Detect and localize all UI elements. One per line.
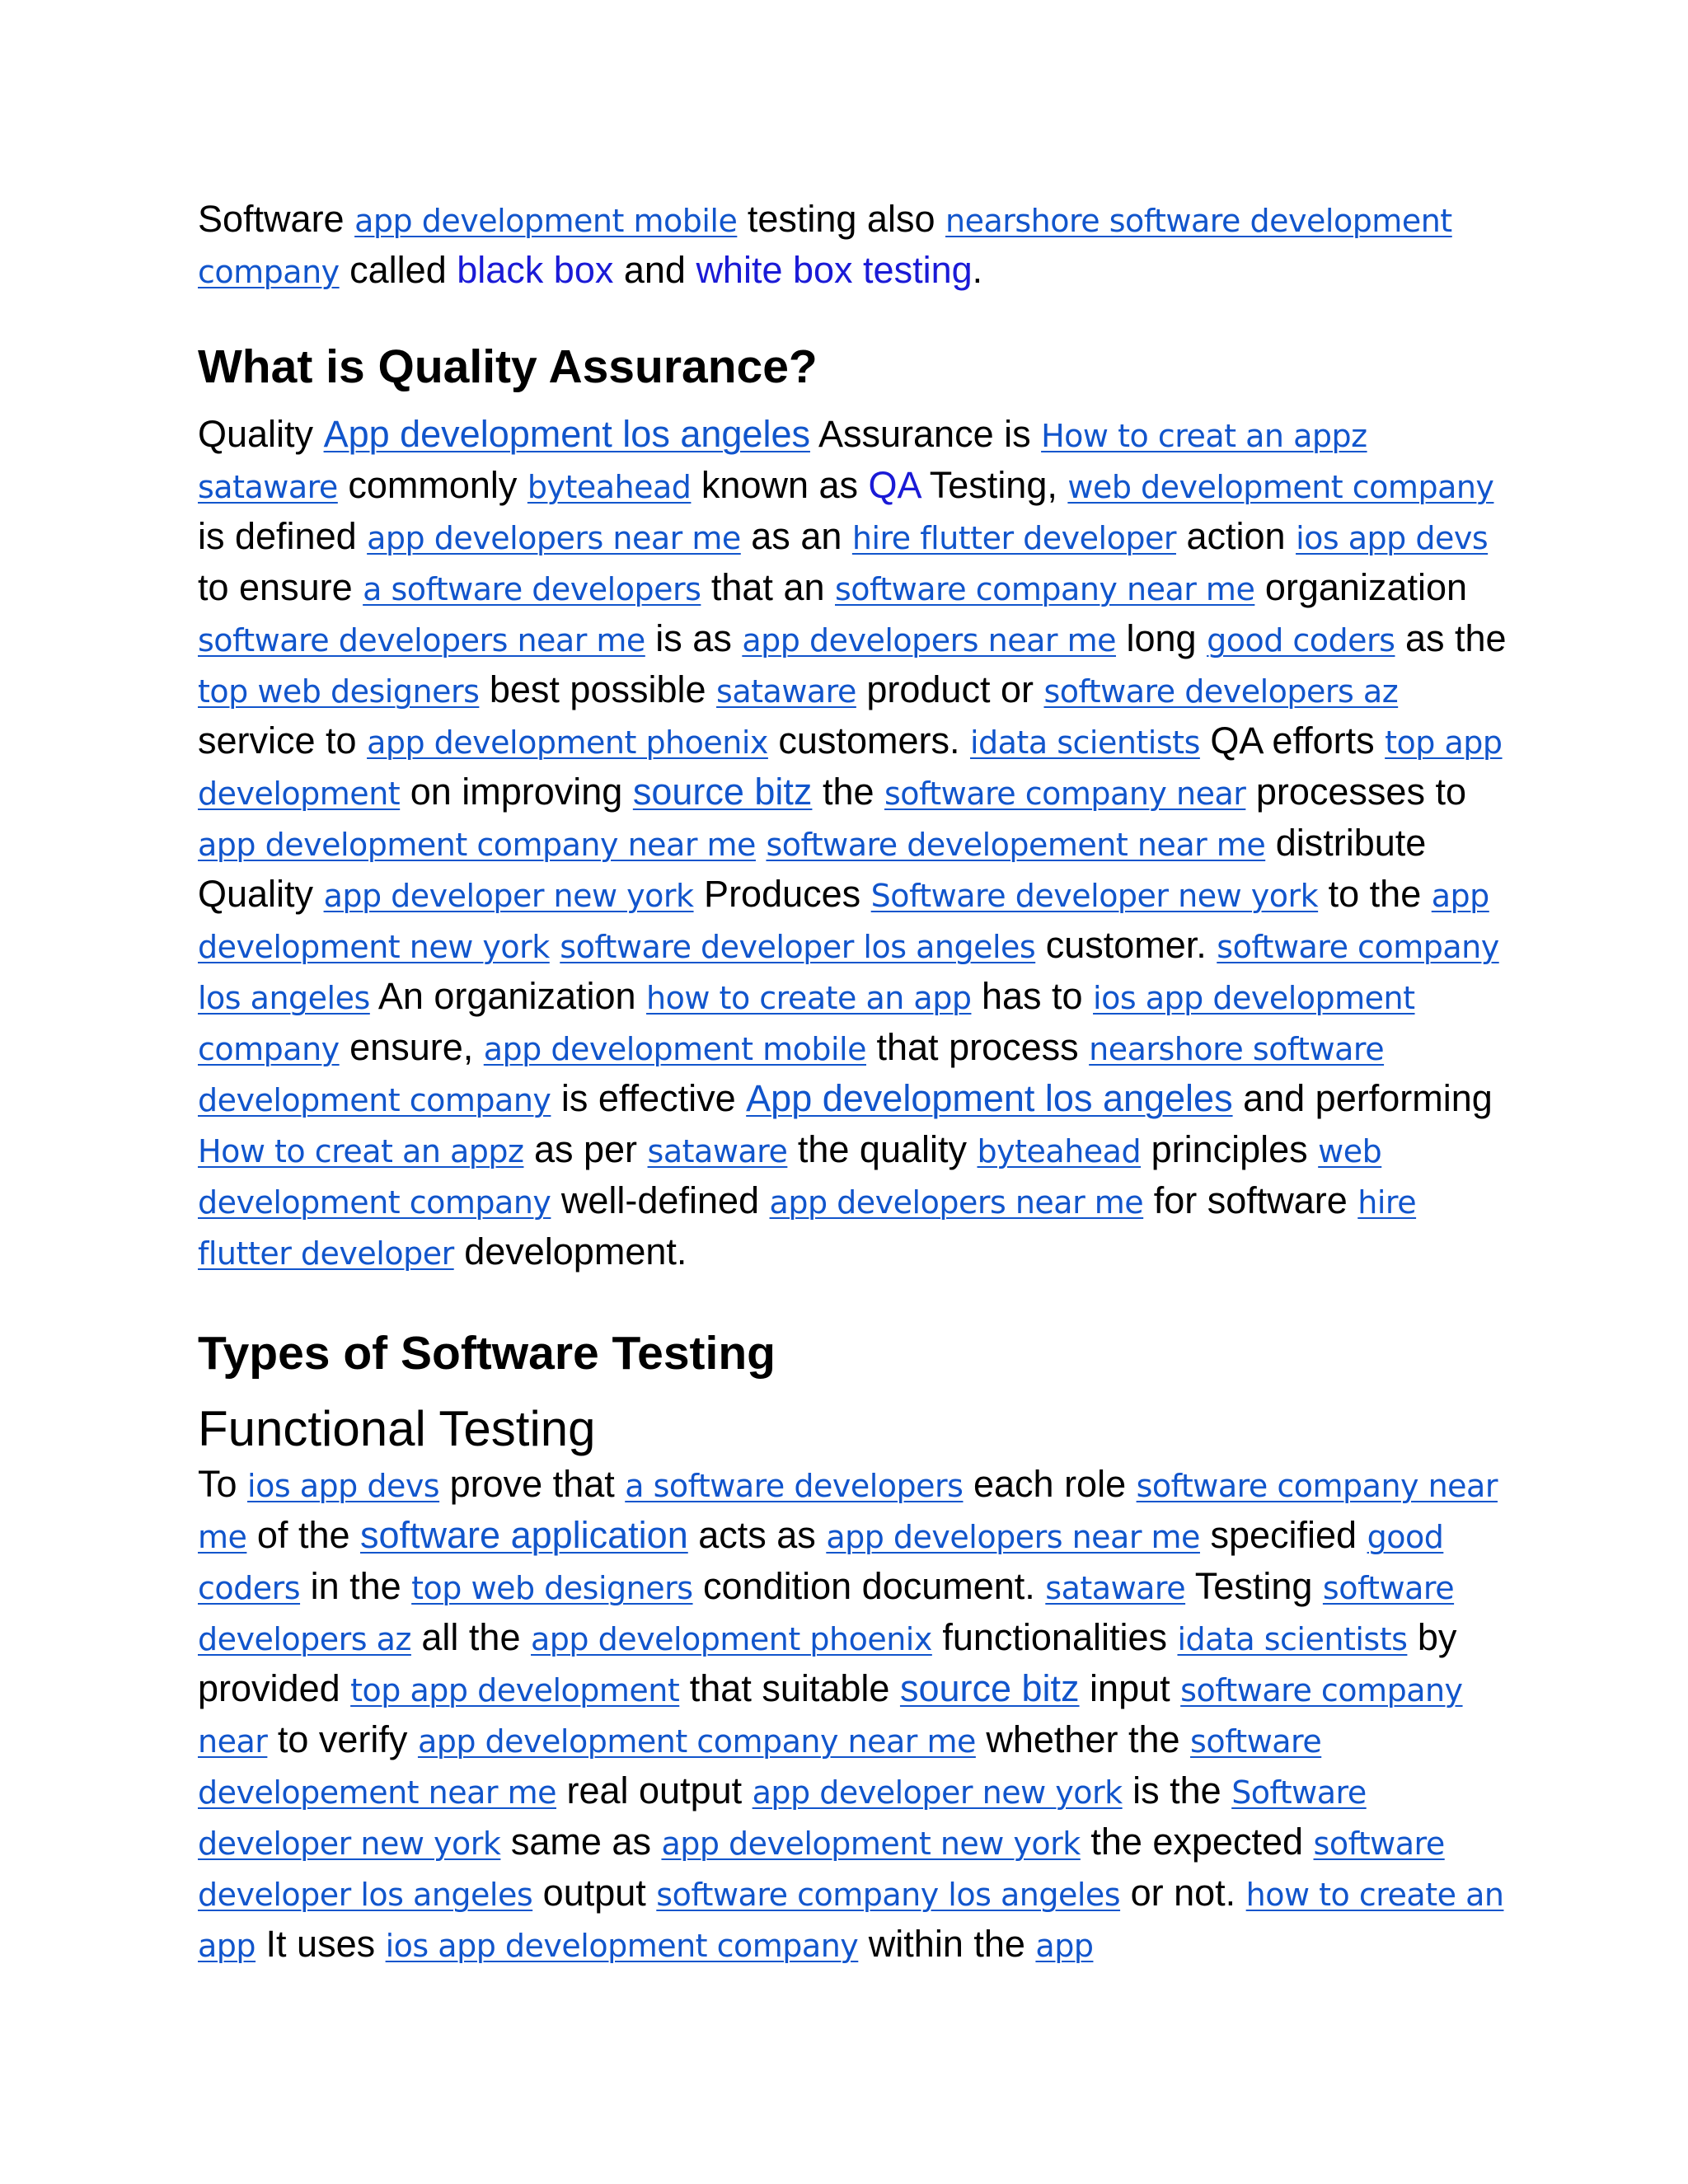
hyperlink[interactable]: software developers az bbox=[198, 1570, 1455, 1657]
text-run: same as bbox=[500, 1821, 662, 1863]
document-page bbox=[198, 194, 1508, 1971]
hyperlink[interactable]: App development los angeles bbox=[323, 413, 810, 455]
text-run: that an bbox=[701, 566, 835, 608]
hyperlink[interactable]: software developers near me bbox=[198, 622, 645, 658]
hyperlink[interactable]: app development new york bbox=[661, 1825, 1081, 1862]
hyperlink[interactable]: ios app development company bbox=[385, 1928, 859, 1964]
hyperlink[interactable]: app development company near me bbox=[417, 1723, 976, 1760]
hyperlink[interactable]: sataware bbox=[1045, 1570, 1186, 1606]
hyperlink[interactable]: ios app devs bbox=[247, 1468, 440, 1504]
text-run: known as bbox=[691, 464, 869, 506]
hyperlink[interactable]: top app development bbox=[198, 724, 1503, 812]
text-run: best possible bbox=[479, 668, 717, 710]
text-run: customer. bbox=[1035, 924, 1217, 966]
text-run: each role bbox=[963, 1463, 1137, 1505]
hyperlink[interactable]: app development new york bbox=[198, 878, 1489, 965]
hyperlink[interactable]: a software developers bbox=[625, 1468, 964, 1504]
text-run: specified bbox=[1199, 1514, 1367, 1556]
text-run: customers. bbox=[767, 719, 970, 762]
hyperlink[interactable]: app development phoenix bbox=[531, 1621, 932, 1657]
hyperlink[interactable]: software company near bbox=[884, 776, 1246, 812]
text-run: to verify bbox=[267, 1718, 418, 1760]
text-run: for software bbox=[1143, 1179, 1358, 1221]
text-run: . bbox=[972, 249, 983, 291]
hyperlink[interactable]: top app development bbox=[350, 1672, 680, 1708]
hyperlink[interactable]: app developer new york bbox=[752, 1774, 1123, 1811]
text-run: is the bbox=[1122, 1769, 1232, 1811]
text-run: acts as bbox=[687, 1514, 827, 1556]
text-run: in the bbox=[300, 1565, 412, 1607]
hyperlink[interactable]: software application bbox=[360, 1514, 688, 1556]
hyperlink[interactable]: top web designers bbox=[198, 673, 480, 710]
hyperlink[interactable]: software developer los angeles bbox=[560, 929, 1036, 965]
text-run: organization bbox=[1254, 566, 1468, 608]
hyperlink[interactable]: software developement near me bbox=[766, 827, 1266, 863]
text-run: that suitable bbox=[679, 1667, 900, 1709]
hyperlink[interactable]: sataware bbox=[647, 1133, 788, 1169]
text-run: It uses bbox=[256, 1923, 386, 1965]
hyperlink[interactable]: app development mobile bbox=[483, 1031, 866, 1067]
hyperlink[interactable]: software company los angeles bbox=[198, 929, 1499, 1016]
text-run: whether the bbox=[975, 1718, 1191, 1760]
functional-testing-paragraph bbox=[198, 1460, 1508, 1971]
hyperlink[interactable]: Software developer new york bbox=[870, 878, 1319, 914]
hyperlink[interactable]: app development company near me bbox=[198, 827, 756, 863]
text-run: or not. bbox=[1120, 1872, 1246, 1914]
text-run: Software bbox=[198, 198, 355, 240]
hyperlink[interactable]: software company near bbox=[198, 1672, 1463, 1760]
text-run: to the bbox=[1318, 873, 1432, 915]
hyperlink[interactable]: how to create an app bbox=[198, 1877, 1504, 1964]
text-run: by provided bbox=[198, 1616, 1457, 1709]
hyperlink[interactable]: web development company bbox=[198, 1133, 1382, 1221]
hyperlink[interactable]: how to create an app bbox=[646, 980, 972, 1016]
hyperlink[interactable]: How to creat an appz sataware bbox=[198, 418, 1367, 505]
software-testing-types-heading: Types of Software Testing bbox=[198, 1327, 776, 1380]
hyperlink[interactable]: How to creat an appz bbox=[198, 1133, 524, 1169]
hyperlink[interactable]: Software developer new york bbox=[198, 1774, 1367, 1862]
text-run: well-defined bbox=[551, 1179, 770, 1221]
hyperlink[interactable]: app development phoenix bbox=[367, 724, 768, 761]
hyperlink[interactable]: good coders bbox=[1207, 622, 1395, 658]
text-run: real output bbox=[556, 1769, 753, 1811]
hyperlink[interactable]: good coders bbox=[198, 1519, 1444, 1606]
highlighted-term: QA bbox=[868, 464, 921, 506]
text-run: Quality bbox=[198, 413, 324, 455]
text-run: is defined bbox=[198, 515, 368, 557]
text-run: to ensure bbox=[198, 566, 363, 608]
hyperlink[interactable]: web development company bbox=[1067, 469, 1494, 505]
hyperlink[interactable]: sataware bbox=[716, 673, 856, 710]
hyperlink[interactable]: app bbox=[1035, 1928, 1094, 1964]
hyperlink[interactable]: source bitz bbox=[632, 771, 813, 813]
text-run: Produces bbox=[693, 873, 871, 915]
hyperlink[interactable]: software company near me bbox=[835, 571, 1255, 607]
text-run: as an bbox=[740, 515, 852, 557]
hyperlink[interactable]: idata scientists bbox=[1177, 1621, 1408, 1657]
quality-assurance-paragraph bbox=[198, 410, 1508, 1278]
text-run: To bbox=[198, 1463, 248, 1505]
text-run: within the bbox=[858, 1923, 1036, 1965]
text-run: and performing bbox=[1232, 1077, 1493, 1119]
text-run: that process bbox=[866, 1026, 1090, 1068]
text-run: on improving bbox=[400, 771, 633, 813]
hyperlink[interactable]: idata scientists bbox=[969, 724, 1200, 761]
text-run: as the bbox=[1395, 617, 1507, 659]
text-run: development. bbox=[453, 1230, 687, 1272]
intro-paragraph bbox=[198, 194, 1508, 297]
hyperlink[interactable]: software company los angeles bbox=[656, 1877, 1121, 1913]
highlighted-term: black box bbox=[457, 249, 614, 291]
hyperlink[interactable]: app development mobile bbox=[354, 203, 738, 239]
text-run: principles bbox=[1141, 1128, 1319, 1170]
text-run: condition document. bbox=[692, 1565, 1046, 1607]
hyperlink[interactable]: nearshore software development company bbox=[198, 1031, 1385, 1118]
text-run: all the bbox=[410, 1616, 531, 1658]
hyperlink[interactable]: byteahead bbox=[977, 1133, 1142, 1169]
text-run: output bbox=[532, 1872, 657, 1914]
text-run: QA efforts bbox=[1199, 719, 1386, 762]
text-run: Testing bbox=[1185, 1565, 1323, 1607]
text-run: is effective bbox=[551, 1077, 747, 1119]
text-run: and bbox=[613, 249, 696, 291]
highlighted-term: white box testing bbox=[696, 249, 973, 291]
hyperlink[interactable]: app developers near me bbox=[367, 520, 741, 556]
hyperlink[interactable]: hire flutter developer bbox=[851, 520, 1176, 556]
hyperlink[interactable]: byteahead bbox=[527, 469, 692, 505]
hyperlink[interactable]: app developers near me bbox=[769, 1184, 1144, 1221]
text-run: as per bbox=[523, 1128, 648, 1170]
text-run: of the bbox=[246, 1514, 360, 1556]
text-run: Testing, bbox=[920, 464, 1068, 506]
hyperlink[interactable]: nearshore software development company bbox=[198, 203, 1452, 290]
hyperlink[interactable]: hire flutter developer bbox=[198, 1184, 1417, 1272]
text-run: commonly bbox=[337, 464, 528, 506]
hyperlink[interactable]: a software developers bbox=[363, 571, 701, 607]
hyperlink[interactable]: source bitz bbox=[899, 1667, 1080, 1709]
hyperlink[interactable]: app developers near me bbox=[826, 1519, 1200, 1555]
text-run: ensure, bbox=[339, 1026, 484, 1068]
hyperlink[interactable]: software developement near me bbox=[198, 1723, 1322, 1811]
hyperlink[interactable]: software developers az bbox=[1043, 673, 1399, 710]
text-run: the bbox=[812, 771, 884, 813]
text-run: distribute Quality bbox=[198, 822, 1427, 915]
text-run: prove that bbox=[439, 1463, 626, 1505]
hyperlink[interactable]: software company near me bbox=[198, 1468, 1498, 1555]
hyperlink[interactable]: ios app devs bbox=[1296, 520, 1489, 556]
text-run: the quality bbox=[787, 1128, 978, 1170]
functional-testing-heading: Functional Testing bbox=[198, 1401, 596, 1456]
text-run: long bbox=[1115, 617, 1207, 659]
hyperlink[interactable]: App development los angeles bbox=[746, 1077, 1233, 1119]
hyperlink[interactable]: top web designers bbox=[411, 1570, 693, 1606]
hyperlink[interactable]: app developer new york bbox=[323, 878, 694, 914]
text-run: action bbox=[1175, 515, 1296, 557]
text-run: processes to bbox=[1245, 771, 1466, 813]
text-run: testing also bbox=[737, 198, 945, 240]
text-run: service to bbox=[198, 719, 368, 762]
hyperlink[interactable]: software developer los angeles bbox=[198, 1825, 1445, 1913]
text-run: input bbox=[1079, 1667, 1181, 1709]
quality-assurance-heading: What is Quality Assurance? bbox=[198, 340, 818, 393]
text-run: the expected bbox=[1080, 1821, 1314, 1863]
text-run bbox=[756, 822, 767, 864]
text-run: called bbox=[339, 249, 457, 291]
text-run: Assurance is bbox=[809, 413, 1042, 455]
text-run: functionalities bbox=[931, 1616, 1178, 1658]
text-run: has to bbox=[971, 975, 1094, 1017]
text-run: is as bbox=[645, 617, 743, 659]
text-run: An organization bbox=[369, 975, 647, 1017]
hyperlink[interactable]: app developers near me bbox=[742, 622, 1116, 658]
text-run bbox=[550, 924, 560, 966]
hyperlink[interactable]: ios app development company bbox=[198, 980, 1415, 1067]
text-run: product or bbox=[856, 668, 1044, 710]
